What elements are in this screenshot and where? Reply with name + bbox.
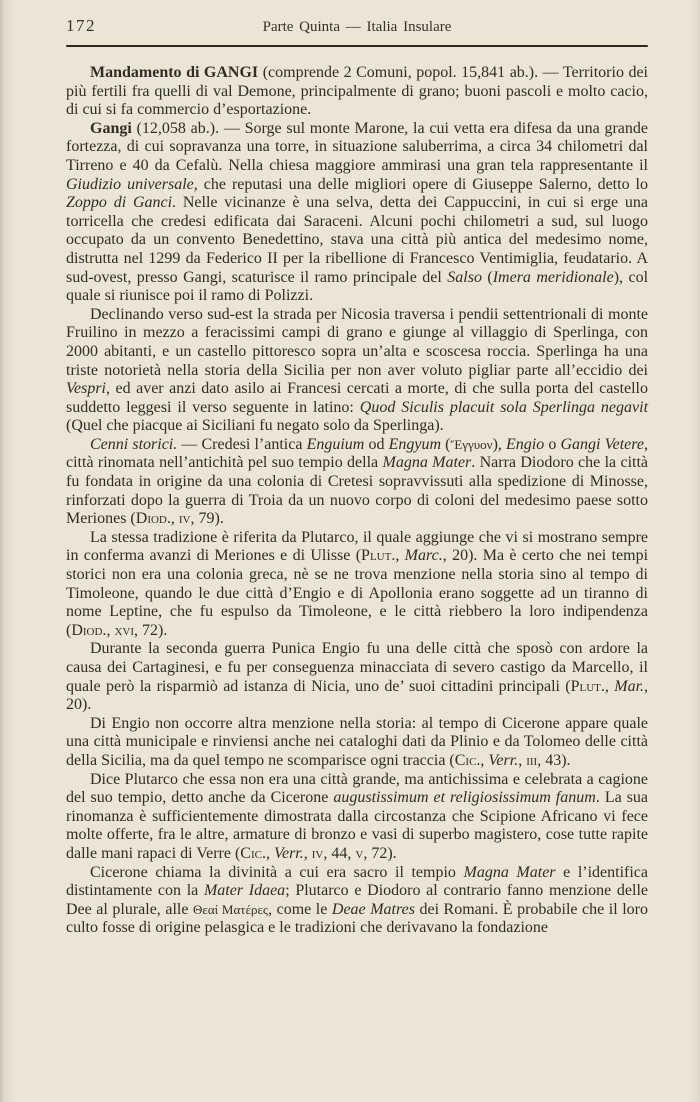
text-run: Dice Plutarco che essa non era una città grande, ma antichissima e celebrata a cagione del suo tempio, detto anche da Cicerone: [66, 770, 648, 807]
text-run: Θεαί Ματέρες: [192, 901, 269, 917]
text-run: e l’identifica distintamente con la: [66, 863, 649, 900]
text-run: Deae Matres: [331, 900, 415, 918]
text-run: , 43).: [537, 751, 571, 769]
text-run: Mandamento di GANGI: [90, 64, 259, 81]
paragraph: [66, 771, 648, 864]
text-run: Cicerone chiama la divinità a cui era sacro il tempio: [90, 863, 464, 881]
text-run: ), col quale si riunisce poi il ramo di Polizzi.: [66, 268, 649, 305]
text-run: (comprende 2 Comuni, popol. 15,841 ab.). — Territorio dei più fertili fra quelli di val Demone, principalmente di grano; buoni pascoli e molto cacio, di cui si fa commercio d’esportazione.: [66, 64, 649, 119]
text-run: Engyum: [388, 435, 442, 453]
text-run: , 44,: [323, 844, 356, 862]
text-run: ,: [480, 751, 489, 769]
text-run: Verr.: [273, 844, 304, 862]
text-run: iv: [178, 510, 191, 528]
text-run: iv: [311, 844, 324, 862]
text-run: , ed aver anzi dato asilo ai Francesi cercati a morte, di che sulla porta del castello suddetto leggesi il verso seguente in latino:: [66, 380, 648, 416]
paragraph: [66, 120, 648, 306]
text-run: ,: [303, 844, 312, 862]
text-run: Vespri: [66, 380, 106, 398]
paragraph: [66, 306, 648, 436]
text-run: , 20). Ma è certo che nei tempi storici non era una colonia greca, nè se ne trova menzione nella storia sino al tempo di Timoleone, quando le due città d’Engio e di Apollonia erano soggette ad un tiranno di nome Leptine, che fu espulso da Timoleone, e le città riebbero la loro indipendenza (: [66, 547, 649, 639]
text-run: (Quel che piacque ai Siciliani fu negato solo da Sperlinga).: [66, 417, 444, 435]
text-run: Magna Mater: [463, 863, 556, 881]
text-run: Diod.: [135, 510, 171, 528]
text-run: Salso: [447, 268, 482, 286]
paragraph: [66, 715, 648, 771]
text-run: Cic.: [240, 844, 266, 862]
header-rule: [66, 45, 648, 47]
text-run: Verr.: [488, 751, 519, 769]
body-paragraphs: [66, 64, 648, 938]
text-run: — Credesi l’antica: [177, 435, 307, 453]
text-run: Gangi Vetere: [560, 435, 644, 453]
text-run: , che reputasi una delle migliori opere di Giuseppe Salerno, detto lo: [193, 175, 648, 193]
text-run: , 79).: [190, 510, 224, 528]
text-run: Plut.: [570, 677, 605, 695]
text-run: xvi: [114, 621, 134, 639]
text-run: , 72).: [363, 844, 397, 862]
text-run: Cic.: [454, 751, 481, 769]
running-title: Parte Quinta — Italia Insulare: [262, 19, 452, 35]
text-run: Mater Idaea: [203, 882, 286, 900]
text-run: . La sua rinomanza è sufficientemente dimostrata dalla circostanza che Scipione Africano vi fece molte offerte, fra le altre, armature di bronzo e vasi di superbo magistero, cose tutte rapite dalle mani rapaci di Verre (: [66, 789, 649, 862]
paragraph: [66, 436, 648, 529]
text-run: o: [544, 435, 561, 453]
text-run: Ἔγγυον: [450, 436, 493, 452]
text-run: Mar.: [614, 677, 645, 695]
text-run: Diod.: [71, 621, 107, 639]
text-run: Imera meridionale: [492, 268, 614, 286]
text-run: (: [481, 268, 493, 286]
text-run: Marc.: [404, 547, 443, 565]
text-run: Durante la seconda guerra Punica Engio fu una delle città che sposò con ardore la causa dei Cartaginesi, e fu per conseguenza minacciata di severo castigo da Marcello, il quale però la risparmiò ad istanza di Nicia, uno de’ suoi cittadini principali (: [66, 640, 648, 695]
text-run: Gangi: [90, 119, 132, 137]
text-run: ,: [170, 510, 179, 528]
paragraph: [66, 640, 648, 714]
text-run: dei Romani. È probabile che il loro culto fosse di origine pelasgica e le tradizioni che derivavano la fondazione: [66, 900, 648, 937]
text-run: , 20).: [66, 677, 649, 714]
text-run: Giudizio universale: [66, 175, 194, 193]
text-run: , città rinomata nell’antichità pel suo tempio della: [66, 435, 648, 472]
text-run: ,: [265, 844, 274, 862]
text-run: ; Plutarco e Diodoro al contrario fanno menzione delle Dee al plurale, alle: [66, 882, 648, 918]
text-run: . Narra Diodoro che la città fu fondata in origine da una colonia di Cretesi sopravvissuti alla spedizione di Minosse, rinforzati dopo la guerra di Troia da un nuovo corpo di coloni del medesimo paese sotto Meriones (: [66, 454, 649, 528]
page-header: [66, 16, 648, 40]
text-run: . Nelle vicinanze è una selva, detta dei Cappuccini, in cui si erge una torricella che credesi edificata dai Saraceni. Alcuni pochi chilometri a sud, sul luogo occupato da un convento Benedettino, stava una città più antica del medesimo nome, distrutta nel 1299 da Federico II per la ribellione di Francesco Ventimiglia, feudatario. A sud-ovest, presso Gangi, scaturisce il ramo principale del: [66, 194, 648, 286]
text-run: (12,058 ab.). — Sorge sul monte Marone, la cui vetta era difesa da una grande fortezza, di cui sopravanza una torre, in situazione saluberrima, a circa 34 chilometri dal Tirreno e 40 da Cefalù. Nella chiesa maggiore ammirasi una gran tela rappresentante il: [66, 119, 648, 174]
text-run: Plut.: [361, 547, 396, 565]
text-run: (: [441, 435, 451, 453]
paragraph: [66, 864, 648, 938]
text-run: Quod Siculis placuit sola Sperlinga negavit: [359, 398, 649, 416]
text-run: Cenni storici.: [90, 435, 178, 453]
paragraph: [66, 529, 648, 641]
text-run: v: [355, 844, 364, 862]
text-run: ,: [106, 621, 115, 639]
text-run: ,: [604, 677, 615, 695]
text-run: ,: [395, 547, 405, 565]
text-run: Zoppo di Ganci: [66, 194, 173, 212]
text-run: ),: [492, 435, 507, 453]
text-run: iii: [526, 751, 538, 769]
text-run: Engio: [506, 435, 545, 453]
text-run: augustissimum et religiosissimum fanum: [333, 789, 596, 807]
text-run: Di Engio non occorre altra menzione nella storia: al tempo di Cicerone appare quale una città municipale e rinviensi anche nei cataloghi dati da Plinio e da Tolomeo delle città della Sicilia, ma da quel tempo ne scomparisce ogni traccia (: [66, 714, 648, 769]
text-run: , come le: [268, 900, 332, 918]
text-run: od: [364, 435, 389, 453]
text-run: ,: [518, 751, 527, 769]
text-run: Declinando verso sud-est la strada per Nicosia traversa i pendii settentrionali di monte Fruilino in mezzo a feracissimi campi di grano e giunge al villaggio di Sperlinga, con 2000 abitanti, e un castello pittoresco sopra un’alta e scoscesa roccia. Sperlinga ha una triste notorietà nella storia della Sicilia per non aver voluto pigliar parte all’eccidio dei: [66, 305, 648, 379]
text-run: Magna Mater: [382, 454, 472, 472]
page-number: 172: [66, 16, 96, 35]
paragraph: [66, 64, 648, 120]
text-run: , 72).: [134, 621, 168, 639]
text-run: La stessa tradizione è riferita da Plutarco, il quale aggiunge che vi si mostrano sempre in conferma avanzi di Meriones e di Ulisse (: [66, 528, 648, 565]
text-run: Enguium: [306, 435, 365, 453]
